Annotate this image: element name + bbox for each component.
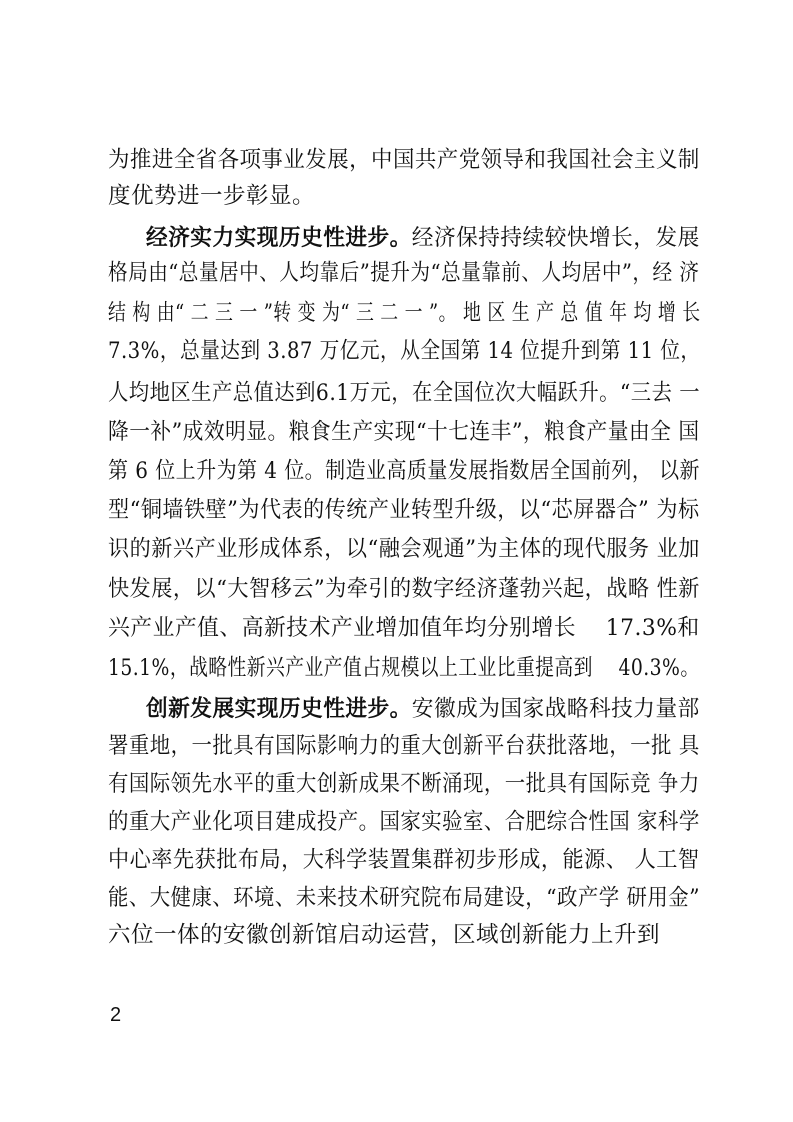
text-line: 识的新兴产业形成体系，以“融会观通”为主体的现代服务 业加 <box>108 536 700 562</box>
text-line: 人均地区生产总值达到6.1万元，在全国位次大幅跃升。“三去 一 <box>108 380 701 406</box>
section-heading: 创新发展实现历史性进步。 <box>146 696 412 722</box>
text-line: 有国际领先水平的重大创新成果不断涌现，一批具有国际竞 争力 <box>108 771 700 797</box>
text-line: 快发展，以“大智移云”为牵引的数字经济蓬勃兴起，战略 性新 <box>108 576 700 602</box>
paragraph-first-line <box>146 695 700 723</box>
text-line: 能、大健康、环境、未来技术研究院布局建设，“政产学 研用金” <box>108 885 700 911</box>
text-line: 型“铜墙铁壁”为代表的传统产业转型升级，以“芯屏器合” 为标 <box>108 497 700 523</box>
text-run: 安徽成为国家战略科技力量部 <box>411 696 700 722</box>
text-line: 7.3%，总量达到 3.87 万亿元，从全国第 14 位提升到第 11 位， <box>108 338 701 364</box>
text-line: 15.1%，战略性新兴产业产值占规模以上工业比重提高到 40.3%。 <box>108 655 700 681</box>
text-line: 格局由“总量居中、人均靠后”提升为“总量靠前、人均居中”，经 济 <box>108 260 700 286</box>
text-line: 六位一体的安徽创新馆启动运营，区域创新能力上升到 <box>108 922 661 948</box>
page-number: 2 <box>110 1004 122 1026</box>
text-line: 兴产业产值、高新技术产业增加值年均分别增长 17.3%和 <box>108 615 700 641</box>
text-line: 的重大产业化项目建成投产。国家实验室、合肥综合性国 家科学 <box>108 809 700 835</box>
text-line: 第 6 位上升为第 4 位。制造业高质量发展指数居全国前列， 以新 <box>108 458 700 484</box>
text-run: 经济保持持续较快增长，发展 <box>411 225 700 251</box>
section-heading: 经济实力实现历史性进步。 <box>146 225 412 251</box>
paragraph-first-line <box>146 224 700 252</box>
text-line: 降一补”成效明显。粮食生产实现“十七连丰”，粮食产量由全 国 <box>108 419 700 445</box>
text-line: 中心率先获批布局，大科学装置集群初步形成，能源、 人工智 <box>108 847 700 873</box>
text-line: 结 构 由“ 二 三 一 ”转 变 为“ 三 二 一 ”。 地 区 生 产 总 值 年 均 增 长 <box>108 300 701 326</box>
text-line: 为推进全省各项事业发展，中国共产党领导和我国社会主义制 <box>108 147 700 173</box>
text-line: 署重地，一批具有国际影响力的重大创新平台获批落地，一批 具 <box>108 733 700 759</box>
text-line: 度优势进一步彰显。 <box>108 183 316 209</box>
